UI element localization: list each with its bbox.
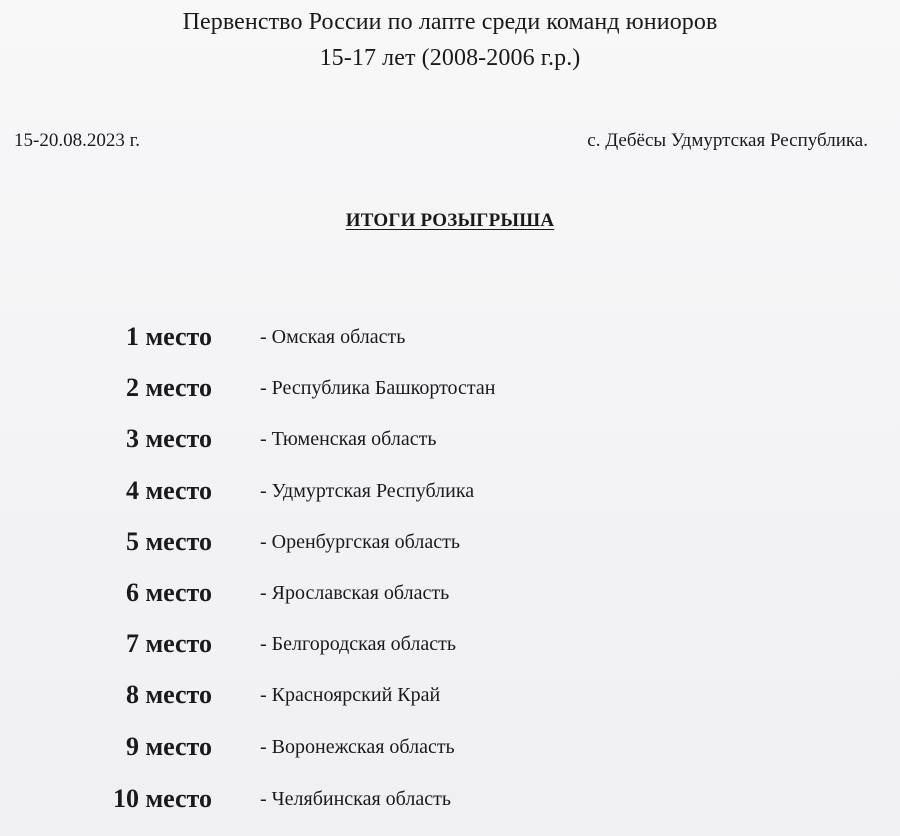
result-row <box>0 678 900 712</box>
result-team: - Оренбургская область <box>260 531 460 553</box>
result-place: 7 место <box>125 629 212 658</box>
result-place: 5 место <box>125 527 212 556</box>
result-place: 9 место <box>125 732 212 761</box>
result-team: - Ярославская область <box>260 582 450 604</box>
result-place: 6 место <box>125 578 212 607</box>
results-heading: ИТОГИ РОЗЫГРЫША <box>345 210 555 231</box>
result-row <box>0 371 900 405</box>
result-place: 4 место <box>125 476 212 505</box>
result-team: - Омская область <box>260 326 406 348</box>
result-row <box>0 782 900 816</box>
result-place: 8 место <box>125 680 212 709</box>
document-title-line-1: Первенство России по лапте среди команд юниоров <box>182 9 718 35</box>
result-place: 3 место <box>125 424 212 453</box>
result-row <box>0 525 900 559</box>
result-row <box>0 576 900 610</box>
result-row <box>0 320 900 354</box>
result-row <box>0 730 900 764</box>
document-title-line-2: 15-17 лет (2008-2006 г.р.) <box>319 45 581 71</box>
result-place: 1 место <box>125 322 212 351</box>
result-team: - Республика Башкортостан <box>260 377 496 399</box>
result-team: - Тюменская область <box>260 428 437 450</box>
result-team: - Воронежская область <box>260 736 455 758</box>
result-row <box>0 627 900 661</box>
result-row <box>0 474 900 508</box>
result-place: 10 место <box>112 784 212 813</box>
result-place: 2 место <box>125 373 212 402</box>
event-dates: 15-20.08.2023 г. <box>14 130 140 151</box>
result-team: - Красноярский Край <box>260 684 441 706</box>
result-team: - Удмуртская Республика <box>260 480 475 502</box>
event-location: с. Дебёсы Удмуртская Республика. <box>587 130 868 151</box>
result-team: - Челябинская область <box>260 788 451 810</box>
result-team: - Белгородская область <box>260 633 456 655</box>
result-row <box>0 422 900 456</box>
